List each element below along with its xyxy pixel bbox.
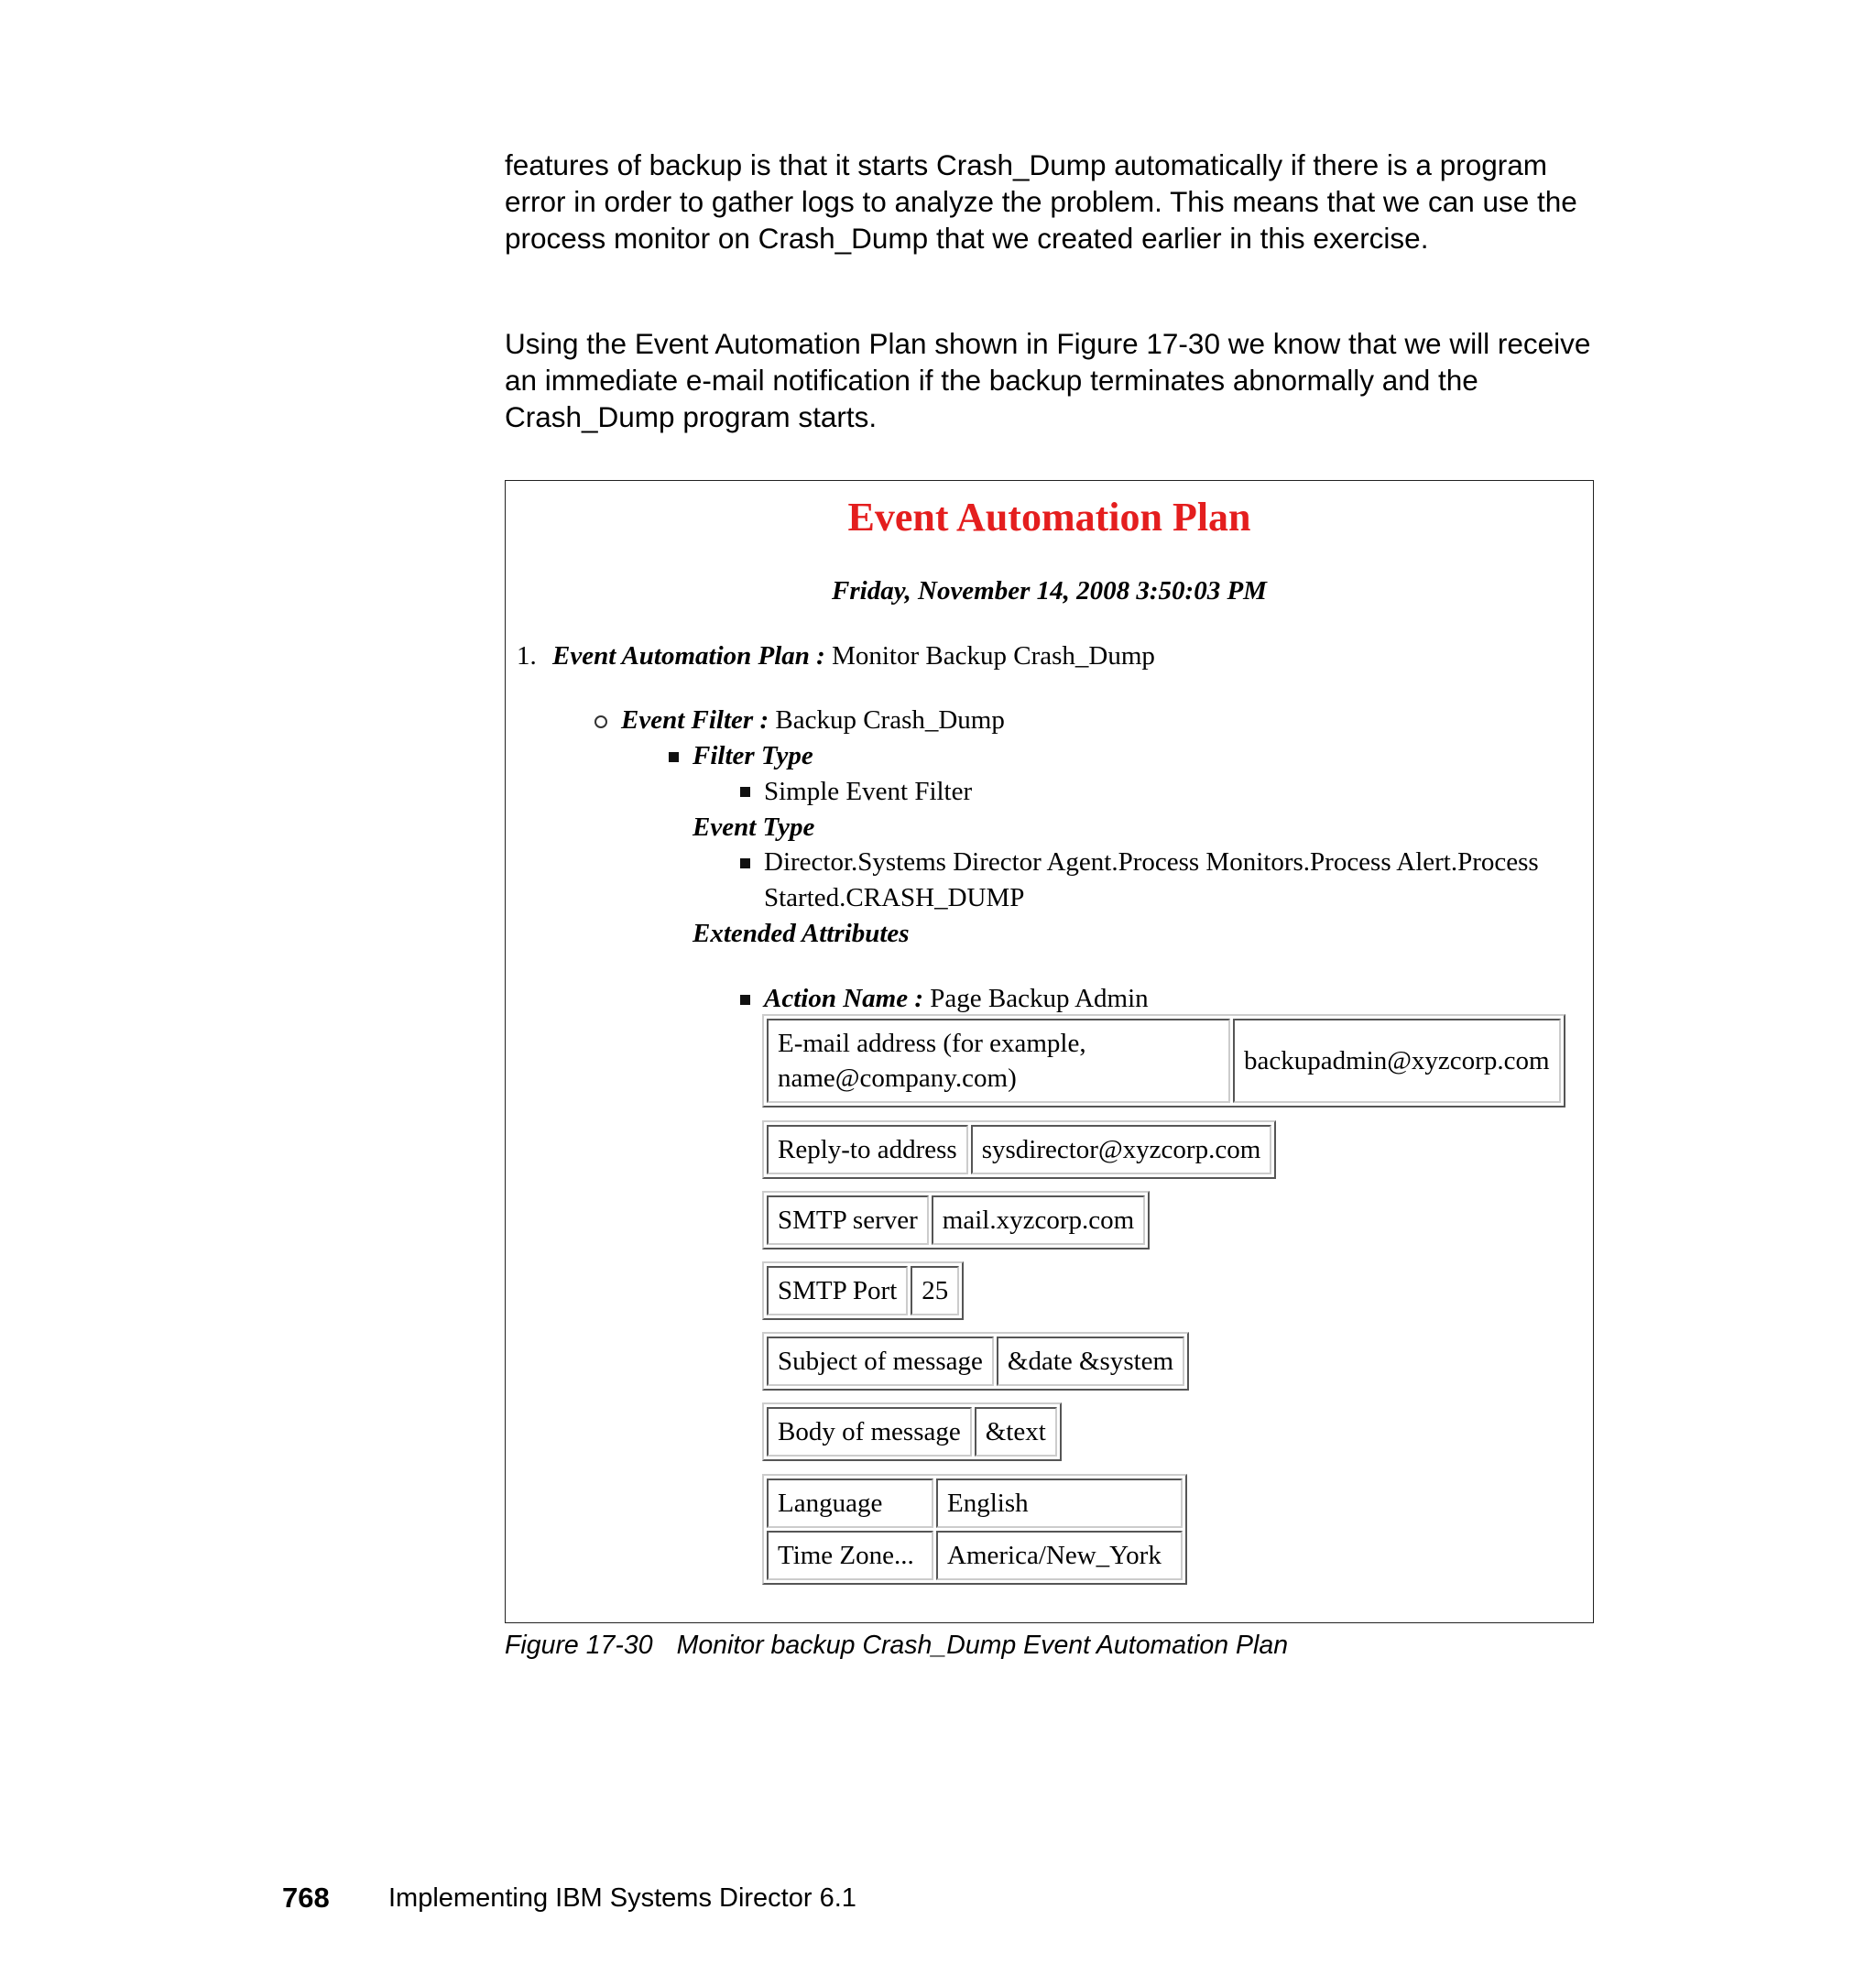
plan-item (517, 638, 1155, 673)
table-row (767, 1125, 1271, 1174)
filter-type-label: Filter Type (693, 741, 813, 770)
event-filter-item (621, 703, 1005, 737)
attribute-value-cell: 25 (911, 1266, 959, 1315)
table-row (767, 1195, 1145, 1245)
figure-title: Event Automation Plan (847, 495, 1251, 540)
page-number: 768 (282, 1882, 330, 1914)
attribute-label-cell: SMTP server (767, 1195, 929, 1245)
body-paragraph-2: Using the Event Automation Plan shown in Figure 17-30 we know that we will receive an immediate e-mail notification if the backup terminates abnormally and the Crash_Dump program starts. (505, 327, 1591, 433)
figure-caption (505, 1629, 1288, 1662)
table-row (767, 1337, 1184, 1386)
table-row (767, 1266, 959, 1315)
attribute-label-cell: Body of message (767, 1407, 972, 1457)
table-row (767, 1479, 1183, 1528)
attribute-table-smtp-server (762, 1191, 1150, 1249)
square-bullet-icon (669, 752, 679, 762)
attribute-table-smtp-port (762, 1261, 964, 1320)
footer-book-title: Implementing IBM Systems Director 6.1 (388, 1883, 856, 1913)
attribute-label-line: E-mail address (for example, (778, 1029, 1086, 1058)
attribute-value-cell: sysdirector@xyzcorp.com (971, 1125, 1272, 1174)
attribute-label-cell: Reply-to address (767, 1125, 968, 1174)
attribute-table-body (762, 1402, 1062, 1461)
attribute-value-cell: America/New_York (936, 1531, 1183, 1580)
square-bullet-icon (740, 995, 750, 1005)
square-bullet-icon (740, 787, 750, 797)
attribute-table-locale (762, 1474, 1187, 1585)
figure-date: Friday, November 14, 2008 3:50:03 PM (832, 576, 1267, 606)
plan-number: 1. (517, 641, 537, 671)
attribute-table-reply-to (762, 1120, 1276, 1179)
caption-number: Figure 17-30 (505, 1631, 653, 1660)
attribute-label-cell: Subject of message (767, 1337, 994, 1386)
table-row (767, 1407, 1057, 1457)
plan-value: Monitor Backup Crash_Dump (832, 641, 1155, 671)
event-type-value-line2: Started.CRASH_DUMP (764, 883, 1025, 912)
body-paragraph-1: features of backup is that it starts Crash_Dump automatically if there is a program error in order to gather logs to analyze the problem. This means that we can use the process monitor on Crash_Dump that we created earlier in this exercise. (505, 148, 1577, 255)
circle-bullet-icon (594, 715, 607, 728)
action-item (764, 981, 1149, 1016)
square-bullet-icon (740, 858, 750, 868)
caption-text: Monitor backup Crash_Dump Event Automation Plan (676, 1631, 1289, 1660)
attribute-table-subject (762, 1332, 1189, 1391)
event-filter-value: Backup Crash_Dump (775, 705, 1005, 735)
action-label: Action Name : (764, 984, 923, 1013)
attribute-table-email (762, 1014, 1565, 1108)
attribute-label-cell: Time Zone... (767, 1531, 933, 1580)
attribute-label-line: name@company.com) (778, 1064, 1017, 1093)
event-type-value-line1: Director.Systems Director Agent.Process Monitors.Process Alert.Process (764, 847, 1539, 877)
table-row (767, 1531, 1183, 1580)
attribute-value-cell: &date &system (997, 1337, 1184, 1386)
event-filter-label: Event Filter : (621, 705, 769, 735)
event-type-label: Event Type (693, 813, 815, 842)
attribute-value-cell: &text (975, 1407, 1057, 1457)
attribute-value-cell: mail.xyzcorp.com (932, 1195, 1145, 1245)
attribute-label-cell: SMTP Port (767, 1266, 908, 1315)
filter-type-value: Simple Event Filter (764, 777, 973, 806)
attribute-label-cell (767, 1019, 1230, 1103)
attribute-value-cell: English (936, 1479, 1183, 1528)
table-row (767, 1019, 1561, 1103)
extended-attributes-label: Extended Attributes (693, 919, 910, 948)
attribute-value-cell: backupadmin@xyzcorp.com (1233, 1019, 1561, 1103)
action-value: Page Backup Admin (930, 984, 1149, 1013)
attribute-label-cell: Language (767, 1479, 933, 1528)
plan-label: Event Automation Plan : (552, 641, 825, 671)
figure-screenshot (505, 480, 1594, 1623)
